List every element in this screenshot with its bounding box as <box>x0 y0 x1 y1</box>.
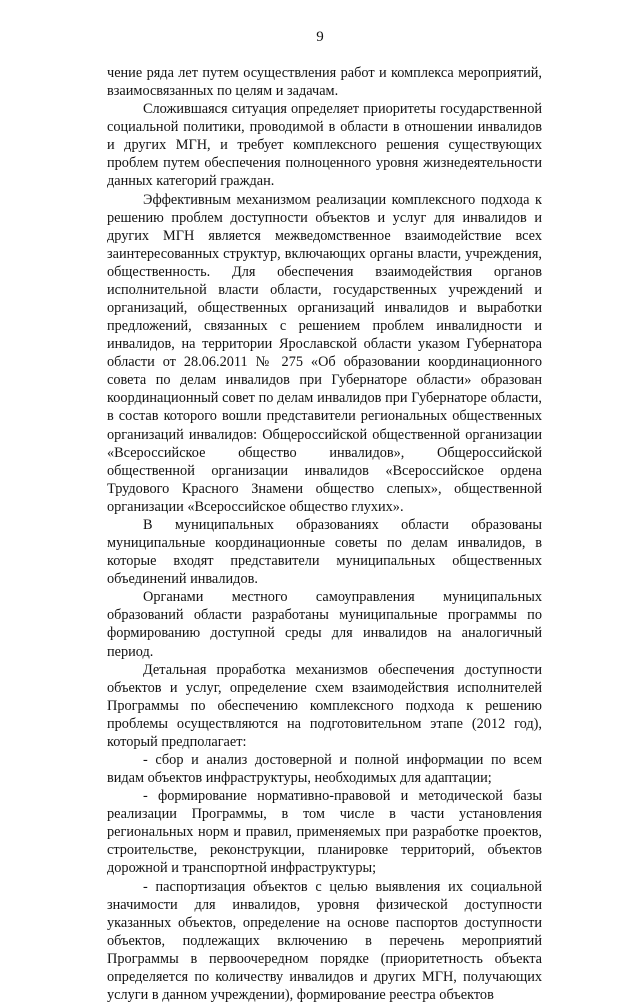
paragraph-municipal-programs: Органами местного самоуправления муниципальных образований области разработаны муниципальные программы по формированию доступной среды для инвалидов на аналогичный период. <box>107 589 542 660</box>
page-number: 9 <box>316 29 324 45</box>
list-item-certification: - паспортизация объектов с целью выявления их социальной значимости для инвалидов, уровня физической доступности указанных объектов, определение на основе паспортов доступности объектов, подлежащих включению в перечень мероприятий Программы в первоочередном порядке (приоритетность объекта определяется по количеству инвалидов и других МГН, получающих услуги в данном учреждении), формирование реестра объектов <box>107 878 542 1003</box>
paragraph-interagency-cooperation: Эффективным механизмом реализации комплексного подхода к решению проблем доступности объектов и услуг для инвалидов и других МГН является межведомственное взаимодействие всех заинтересованных структур, включающих органы власти, учреждения, общественность. Для обеспечения взаимодействия органов исполнительной власти области, государственных учреждений и организаций, общественных организаций инвалидов и выработки предложений, связанных с решением проблем инвалидности и инвалидов, на территории Ярославской области указом Губернатора области от 28.06.2011 № 275 «Об образовании координационного совета по делам инвалидов при Губернаторе области» образован координационный совет по делам инвалидов при Губернаторе области, в состав которого вошли представители региональных общественных организаций инвалидов: Общероссийской общественной организации «Всероссийское общество инвалидов», Общероссийской общественной организации инвалидов «Всероссийское ордена Трудового Красного Знамени общество слепых», общественной организации «Всероссийское общество глухих». <box>107 191 542 515</box>
list-item-regulatory-base: - формирование нормативно-правовой и методической базы реализации Программы, в том числе в части установления региональных норм и правил, применяемых при разработке проектов, строительстве, реконструкции, планировке территорий, объектов дорожной и транспортной инфраструктуры; <box>107 788 542 877</box>
body-text <box>107 64 542 1004</box>
paragraph-preparatory-stage: Детальная проработка механизмов обеспечения доступности объектов и услуг, определение схем взаимодействия исполнителей Программы по обеспечению комплексного подхода к решению проблемы осуществляются на подготовительном этапе (2012 год), который предполагает: <box>107 661 542 750</box>
paragraph-priorities: Сложившаяся ситуация определяет приоритеты государственной социальной политики, проводимой в области в отношении инвалидов и других МГН, и требует комплексного решения существующих проблем путем обеспечения полноценного уровня жизнедеятельности данных категорий граждан. <box>107 101 542 190</box>
paragraph-continuation: чение ряда лет путем осуществления работ и комплекса мероприятий, взаимосвязанных по целям и задачам. <box>107 65 542 100</box>
list-item-data-collection: - сбор и анализ достоверной и полной информации по всем видам объектов инфраструктуры, необходимых для адаптации; <box>107 751 542 787</box>
paragraph-municipal-councils: В муниципальных образованиях области образованы муниципальные координационные советы по делам инвалидов, в которые входят представители муниципальных общественных объединений инвалидов. <box>107 516 542 588</box>
